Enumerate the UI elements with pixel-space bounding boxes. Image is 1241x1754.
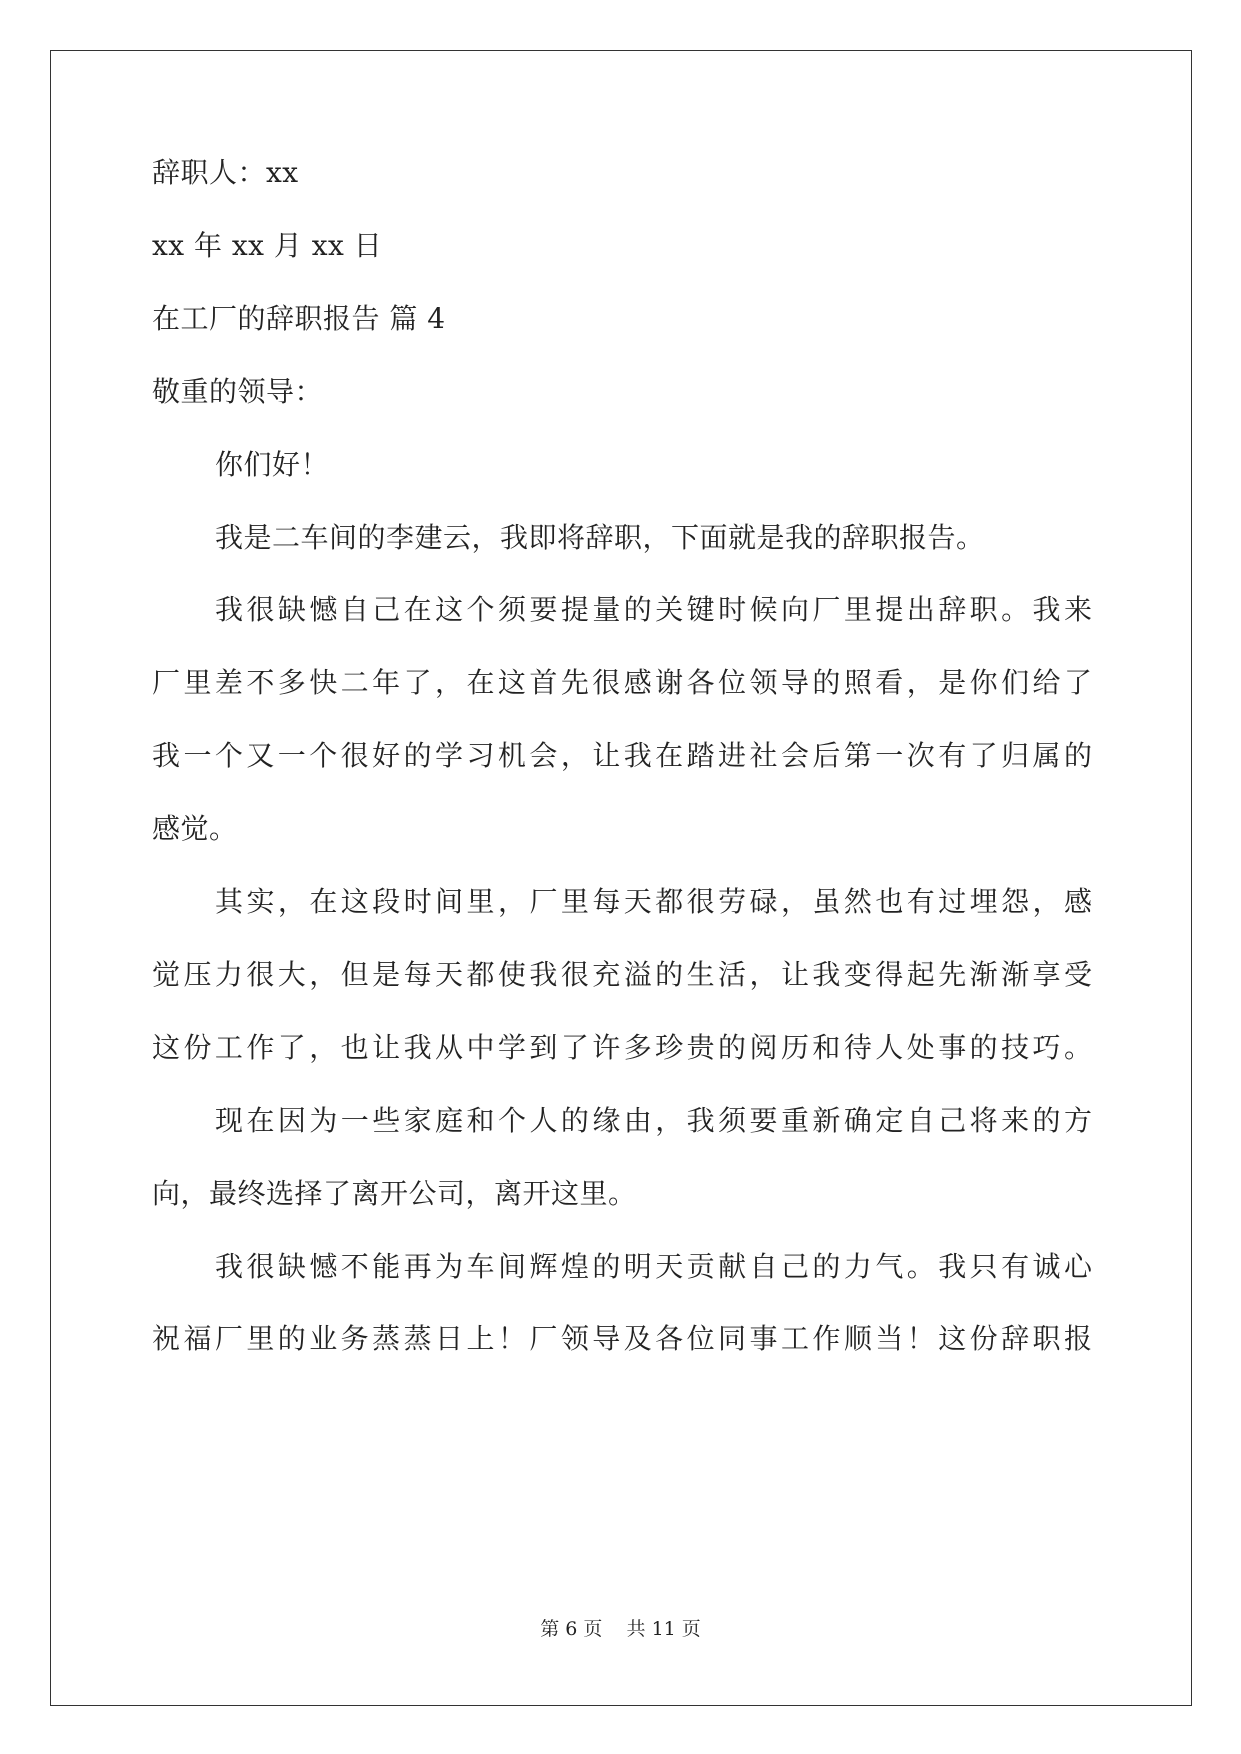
text-line: 其实，在这段时间里，厂里每天都很劳碌，虽然也有过埋怨，感 — [215, 885, 1092, 918]
text-line: 我很缺憾不能再为车间辉煌的明天贡献自己的力气。我只有诚心 — [215, 1249, 1092, 1283]
text-line: 觉压力很大，但是每天都使我很充溢的生活，让我变得起先渐渐享受 — [152, 957, 1092, 991]
text-line: 我很缺憾自己在这个须要提量的关键时候向厂里提出辞职。我来 — [215, 593, 1092, 627]
page-footer: 第 6 页 共 11 页 — [540, 1618, 701, 1640]
text-line: 敬重的领导： — [152, 374, 324, 408]
text-line: 这份工作了，也让我从中学到了许多珍贵的阅历和待人处事的技巧。 — [152, 1030, 1092, 1064]
text-line: 向，最终选择了离开公司，离开这里。 — [152, 1176, 637, 1210]
text-line: 辞职人：xx — [152, 156, 299, 189]
text-line: 祝福厂里的业务蒸蒸日上！厂领导及各位同事工作顺当！这份辞职报 — [152, 1322, 1092, 1356]
text-line: xx 年 xx 月 xx 日 — [152, 228, 383, 262]
text-line: 我是二车间的李建云，我即将辞职，下面就是我的辞职报告。 — [215, 520, 985, 554]
text-line: 现在因为一些家庭和个人的缘由，我须要重新确定自己将来的方 — [215, 1103, 1092, 1137]
text-line: 厂里差不多快二年了，在这首先很感谢各位领导的照看，是你们给了 — [152, 666, 1092, 700]
text-line: 在工厂的辞职报告 篇 4 — [152, 301, 446, 335]
text-line: 感觉。 — [152, 812, 238, 846]
text-line: 我一个又一个很好的学习机会，让我在踏进社会后第一次有了归属的 — [152, 739, 1092, 773]
text-line: 你们好！ — [215, 447, 330, 481]
page-border — [50, 50, 1192, 1706]
